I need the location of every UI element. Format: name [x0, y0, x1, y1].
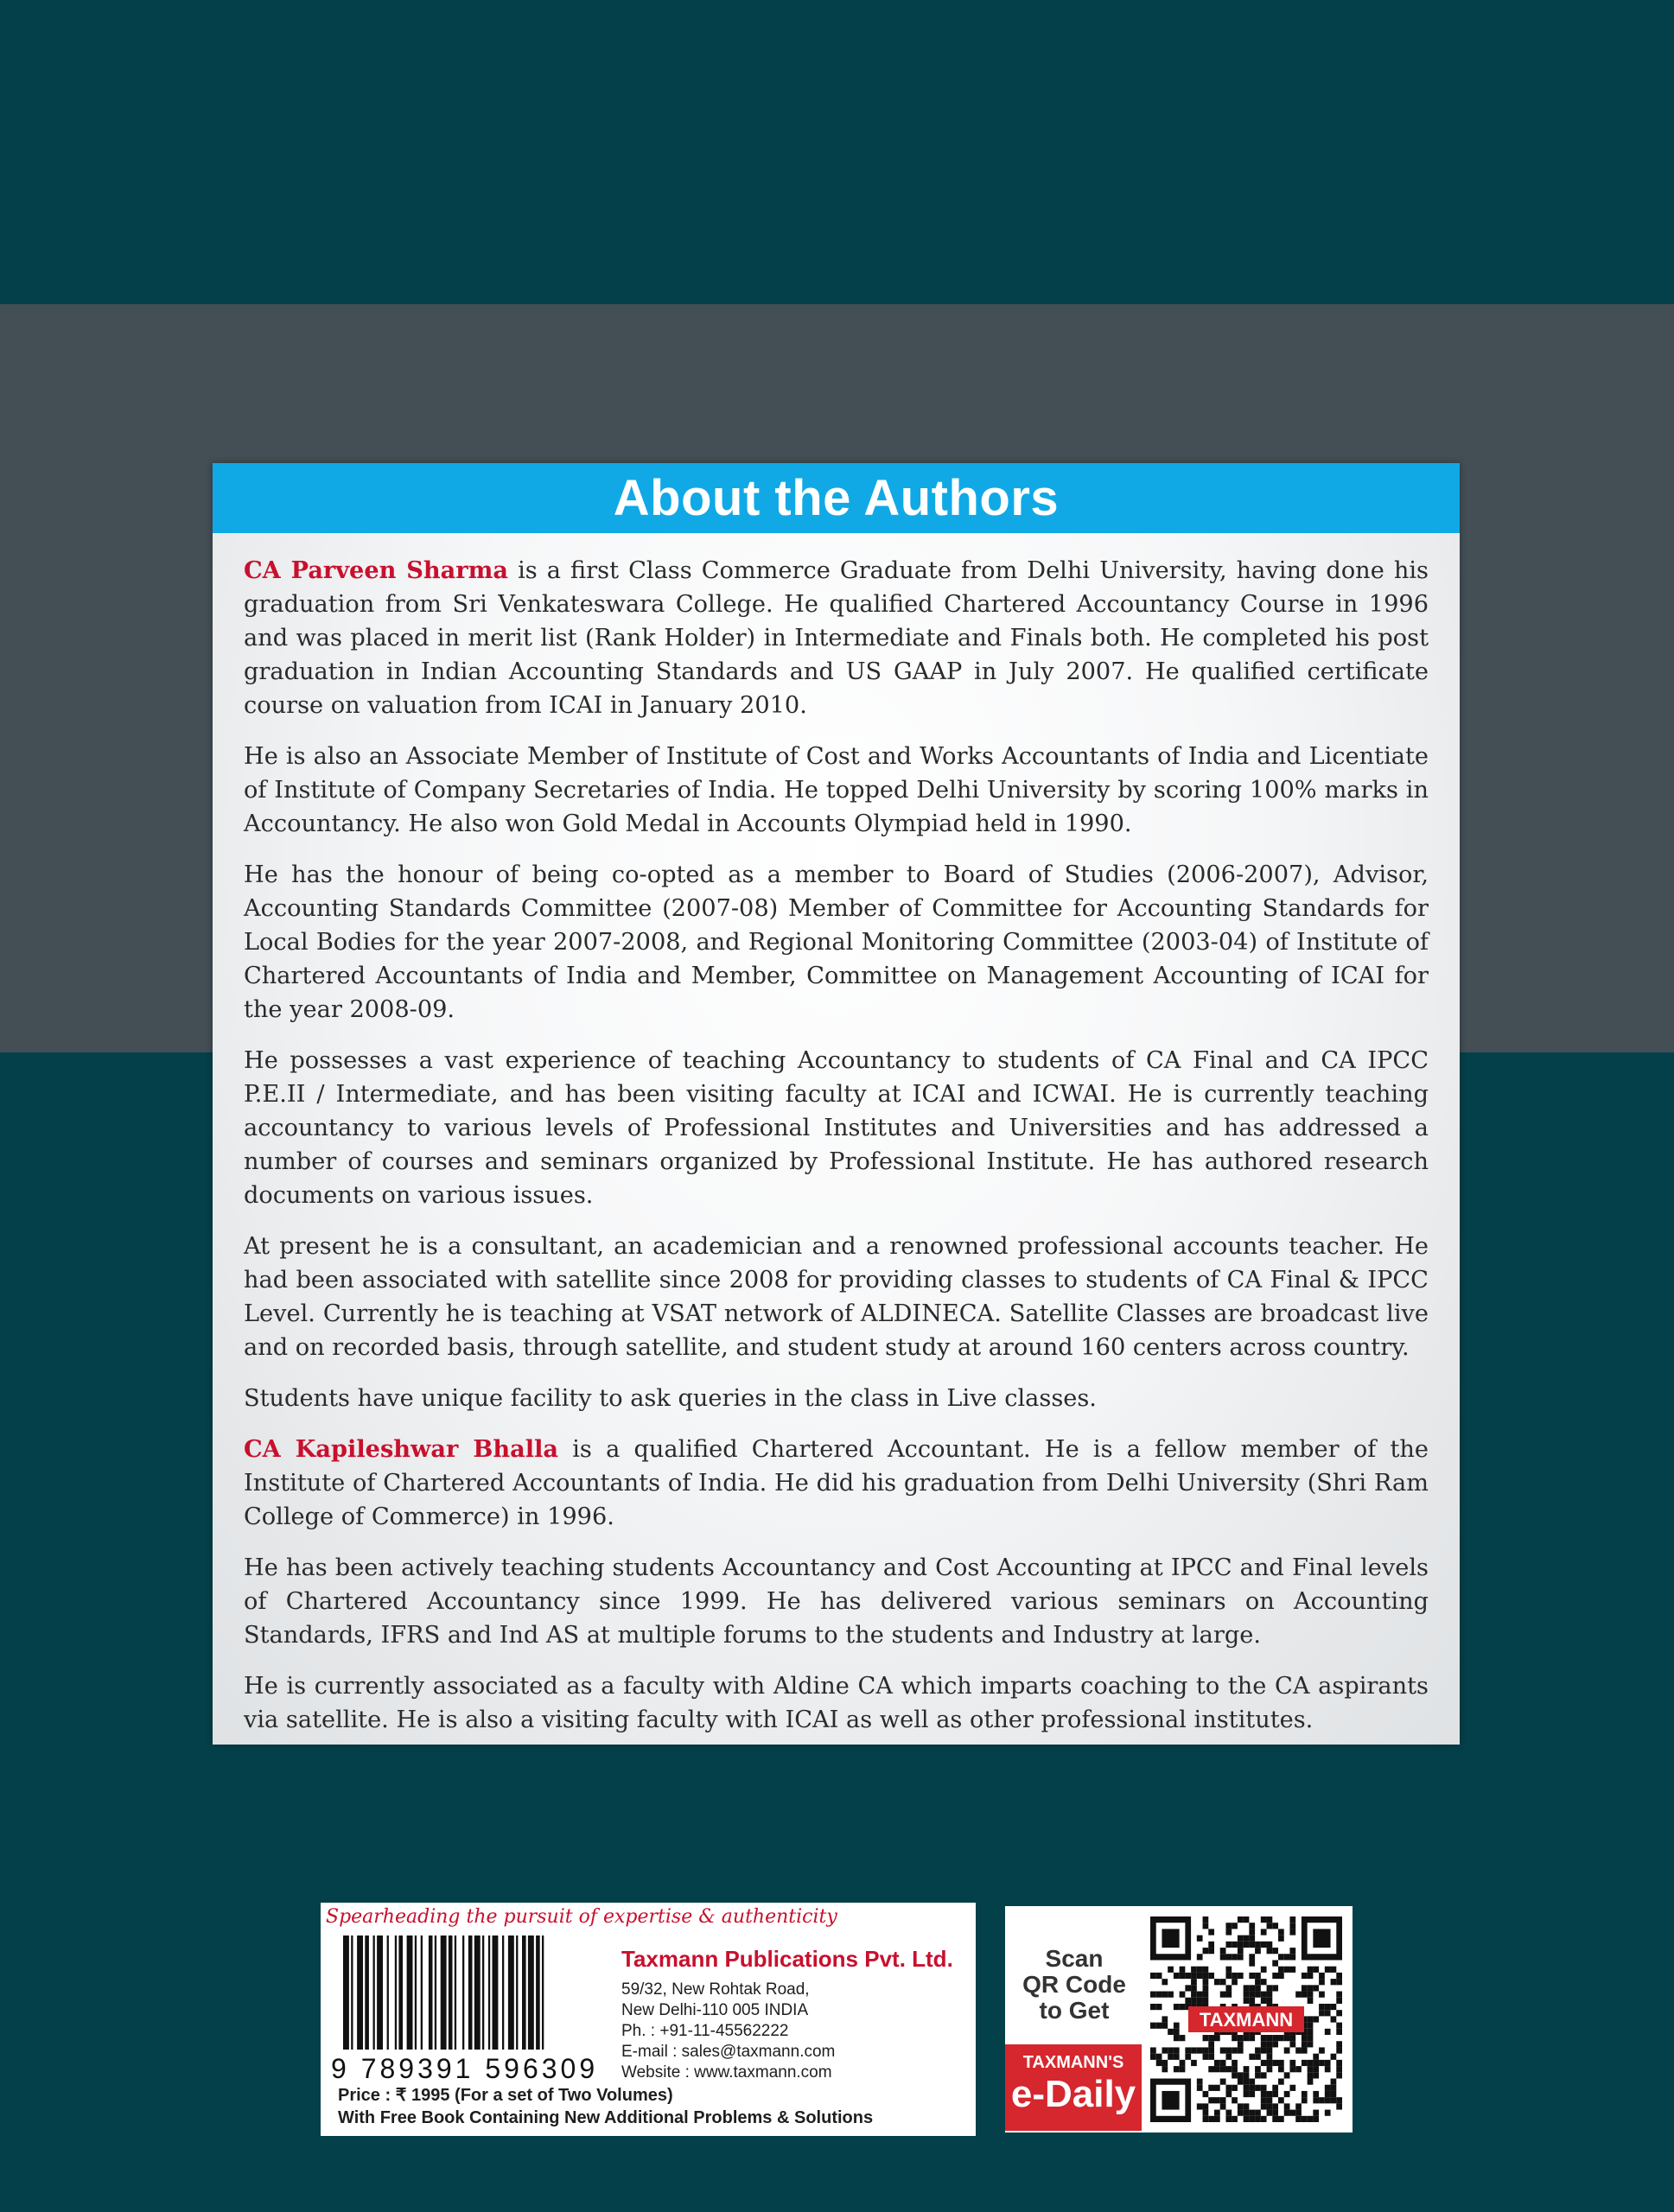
scan-line: Scan — [1045, 1945, 1104, 1972]
publisher-tagline: Spearheading the pursuit of expertise & authenticity — [326, 1906, 837, 1928]
barcode-icon — [331, 1936, 608, 2053]
address-line: New Delhi-110 005 INDIA — [621, 2001, 809, 2019]
paragraph-text: is a qualified Chartered Accountant. He is a fellow member of the Institute of Chartered Accountants of India. He did his graduation from Delhi University (Shri Ram College of Commerce) in 1996. — [244, 1436, 1429, 1530]
publisher-info-box — [321, 1903, 976, 2136]
author-paragraph: He has the honour of being co-opted as a member to Board of Studies (2006-2007), Advisor, Accounting Standards Committee (2007-08) Member of Committee for Accounting Standards for Local Bodies for the year 2007-2008, and Regional Monitoring Committee (2003-04) of Institute of Chartered Accountants of India and Member, Committee on Management Accounting of ICAI for the year 2008-09. — [244, 861, 1429, 1023]
author-paragraph: Students have unique facility to ask queries in the class in Live classes. — [244, 1385, 1097, 1412]
qr-promo-box — [1005, 1906, 1353, 2133]
publisher-contact — [621, 1946, 953, 2083]
author-paragraph: He possesses a vast experience of teaching Accountancy to students of CA Final and CA IPCC P.E.II / Intermediate, and has been visiting faculty at ICAI and ICWAI. He is currently teaching accountancy to various levels of Professional Institutes and Universities and has addressed a number of courses and seminars organized by Professional Institute. He has authored research documents on various issues. — [244, 1047, 1429, 1209]
author-paragraph — [244, 554, 1429, 722]
author-name: CA Parveen Sharma — [244, 556, 509, 584]
price-line: Price : ₹ 1995 (For a set of Two Volumes) — [338, 2086, 673, 2105]
address-line: 59/32, New Rohtak Road, — [621, 1980, 810, 1999]
phone-line: Ph. : +91-11-45562222 — [621, 2022, 789, 2040]
price-info — [338, 2084, 873, 2129]
about-authors-panel — [213, 463, 1460, 1745]
edaily-brand-top: TAXMANN'S — [1022, 2053, 1124, 2072]
author-paragraph: At present he is a consultant, an academician and a renowned professional accounts teacher. He had been associated with satellite since 2008 for providing classes to students of CA Final & IPCC Level. Currently he is teaching at VSAT network of ALDINECA. Satellite Classes are broadcast live and on recorded basis, through satellite, and student study at around 160 centers across country. — [244, 1233, 1429, 1361]
qr-logo-text: TAXMANN — [1199, 2009, 1294, 2031]
author-name: CA Kapileshwar Bhalla — [244, 1435, 559, 1463]
author-paragraph: He is currently associated as a faculty with Aldine CA which imparts coaching to the CA aspirants via satellite. He is also a visiting faculty with ICAI as well as other professional institutes. — [244, 1673, 1429, 1733]
free-book-line: With Free Book Containing New Additional Problems & Solutions — [338, 2108, 874, 2127]
paragraph-text: is a first Class Commerce Graduate from Delhi University, having done his graduation from Sri Venkateswara College. He qualified Chartered Accountancy Course in 1996 and was placed in merit list (Rank Holder) in Intermediate and Finals both. He completed his post graduation in Indian Accounting Standards and US GAAP in July 2007. He qualified certificate course on valuation from ICAI in January 2010. — [244, 557, 1429, 719]
author-paragraph: He has been actively teaching students Accountancy and Cost Accounting at IPCC and Final levels of Chartered Accountancy since 1999. He has delivered various seminars on Accounting Standards, IFRS and Ind AS at multiple forums to the students and Industry at large. — [244, 1554, 1429, 1649]
about-authors-body — [213, 533, 1460, 1737]
scan-qr-text — [1005, 1946, 1143, 2024]
author-paragraph — [244, 1433, 1429, 1534]
publisher-name: Taxmann Publications Pvt. Ltd. — [621, 1946, 953, 1972]
email-line: E-mail : sales@taxmann.com — [621, 2043, 836, 2061]
qr-code-icon[interactable] — [1150, 1916, 1342, 2122]
taxmann-edaily-badge — [1005, 2044, 1142, 2131]
website-line: Website : www.taxmann.com — [621, 2063, 832, 2082]
isbn-digits: 9 789391 596309 — [331, 2053, 599, 2084]
author-paragraph: He is also an Associate Member of Institute of Cost and Works Accountants of India and Licentiate of Institute of Company Secretaries of India. He topped Delhi University by scoring 100% marks in Accountancy. He also won Gold Medal in Accounts Olympiad held in 1990. — [244, 743, 1429, 837]
scan-line: to Get — [1039, 1997, 1110, 2024]
isbn-barcode — [331, 1936, 608, 2082]
edaily-brand-big: e-Daily — [1010, 2073, 1136, 2115]
top-background-band — [0, 0, 1674, 304]
about-authors-heading: About the Authors — [213, 463, 1460, 533]
scan-line: QR Code — [1022, 1971, 1126, 1998]
